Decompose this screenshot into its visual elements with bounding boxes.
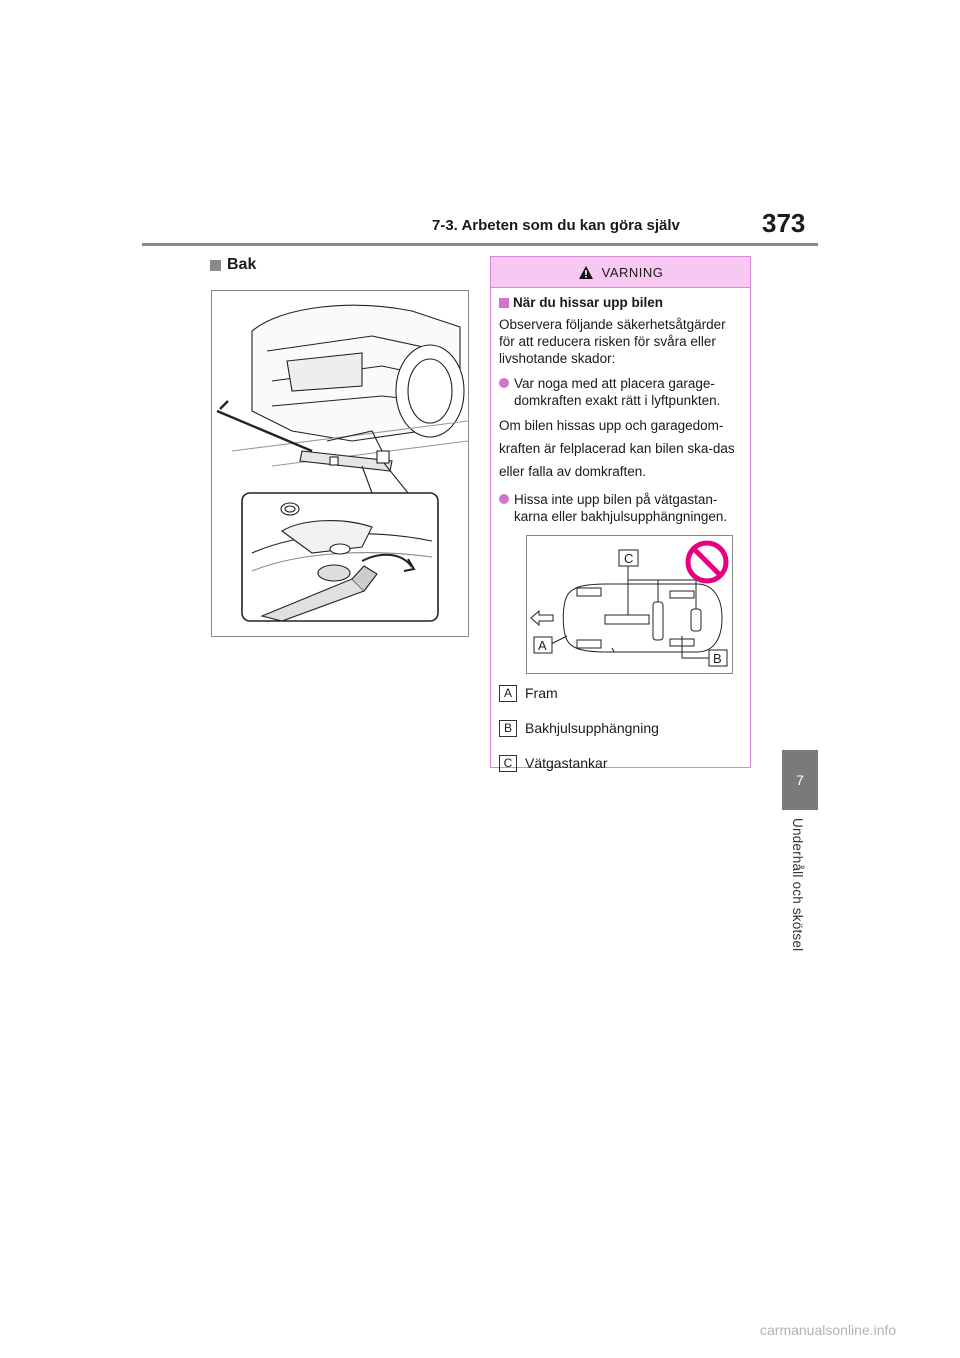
bullet-dot-icon bbox=[499, 494, 509, 504]
bullet-dot-icon bbox=[499, 378, 509, 388]
watermark: carmanualsonline.info bbox=[760, 1322, 897, 1338]
chapter-title: 7-3. Arbeten som du kan göra själv bbox=[432, 217, 680, 234]
warning-intro: Observera följande säkerhetsåtgärder för att reducera risken för svåra eller livshotande skador: bbox=[499, 317, 726, 366]
svg-text:A: A bbox=[538, 638, 547, 653]
warning-bullet bbox=[499, 375, 742, 409]
header-divider bbox=[142, 243, 818, 246]
square-bullet-icon bbox=[210, 260, 221, 271]
square-bullet-icon bbox=[499, 298, 509, 308]
chapter-tab: 7 bbox=[782, 750, 818, 810]
svg-text:C: C bbox=[624, 551, 634, 566]
warning-header bbox=[491, 257, 750, 288]
legend-text: Fram bbox=[525, 685, 558, 701]
forward-arrow-icon bbox=[531, 611, 553, 625]
warning-title: VARNING bbox=[601, 264, 664, 280]
legend-item bbox=[499, 685, 742, 702]
legend-letter: A bbox=[499, 685, 517, 702]
warning-bullet-text: Var noga med att placera garage-domkraften exakt rätt i lyftpunkten. bbox=[514, 376, 721, 408]
svg-text:B: B bbox=[713, 651, 722, 666]
jack-illustration bbox=[211, 290, 469, 637]
warning-triangle-icon bbox=[578, 265, 594, 280]
warning-bullet bbox=[499, 491, 742, 525]
legend-item bbox=[499, 720, 742, 737]
prohibition-icon bbox=[688, 543, 726, 581]
warning-box bbox=[490, 256, 751, 771]
section-heading-text: Bak bbox=[227, 256, 257, 273]
warning-subheading-text: När du hissar upp bilen bbox=[513, 295, 664, 310]
section-heading bbox=[210, 256, 256, 274]
chapter-tab-label: Underhåll och skötsel bbox=[790, 818, 805, 952]
legend-letter: C bbox=[499, 755, 517, 772]
legend-text: Bakhjulsupphängning bbox=[525, 720, 659, 736]
car-underside-diagram bbox=[526, 535, 733, 674]
warning-note: Om bilen hissas upp och garagedom-kraften är felplacerad kan bilen ska-das eller falla av domkraften. bbox=[499, 418, 735, 479]
legend-letter: B bbox=[499, 720, 517, 737]
page-number: 373 bbox=[762, 208, 806, 238]
warning-bullet-text: Hissa inte upp bilen på vätgastan-karna eller bakhjulsupphängningen. bbox=[514, 492, 728, 524]
legend-text: Vätgastankar bbox=[525, 755, 608, 771]
warning-subheading bbox=[499, 294, 742, 311]
legend-item bbox=[499, 755, 742, 772]
